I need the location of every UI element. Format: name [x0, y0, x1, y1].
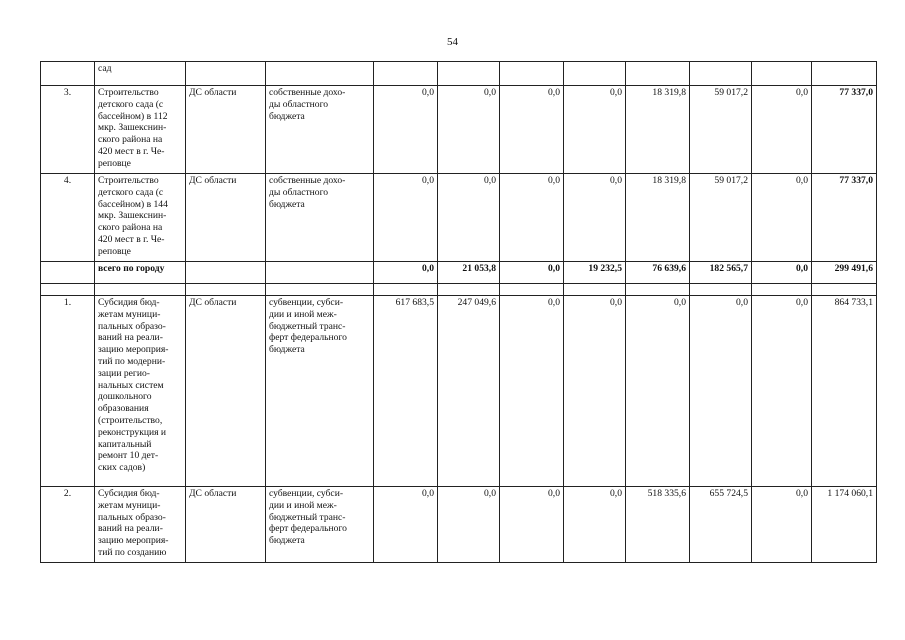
table-row	[41, 174, 877, 262]
name-cell: сад	[95, 62, 186, 86]
funding-type-cell: субвенции, субси- дии и иной меж- бюджетный транс- ферт федерального бюджета	[266, 296, 374, 487]
source-cell	[186, 284, 266, 296]
table-row	[41, 62, 877, 86]
funding-type-cell	[266, 262, 374, 284]
value-cell	[374, 62, 438, 86]
value-cell: 0,0	[374, 174, 438, 262]
value-cell	[564, 284, 626, 296]
row-number-cell	[41, 284, 95, 296]
value-cell: 21 053,8	[438, 262, 500, 284]
value-cell: 182 565,7	[690, 262, 752, 284]
name-cell: всего по городу	[95, 262, 186, 284]
budget-table	[40, 61, 877, 563]
value-cell: 76 639,6	[626, 262, 690, 284]
value-cell	[438, 62, 500, 86]
value-cell: 0,0	[438, 86, 500, 174]
value-cell: 0,0	[500, 174, 564, 262]
funding-type-cell: собственные дохо- ды областного бюджета	[266, 174, 374, 262]
value-cell	[564, 62, 626, 86]
row-number-cell: 2.	[41, 487, 95, 563]
value-cell: 864 733,1	[812, 296, 877, 487]
table-row	[41, 262, 877, 284]
value-cell: 1 174 060,1	[812, 487, 877, 563]
table-row	[41, 86, 877, 174]
value-cell: 0,0	[564, 174, 626, 262]
value-cell: 0,0	[626, 296, 690, 487]
value-cell	[690, 62, 752, 86]
value-cell: 0,0	[438, 174, 500, 262]
value-cell: 0,0	[374, 487, 438, 563]
name-cell	[95, 284, 186, 296]
value-cell	[812, 284, 877, 296]
value-cell: 0,0	[564, 86, 626, 174]
value-cell: 0,0	[564, 296, 626, 487]
name-cell: Субсидия бюд- жетам муници- пальных образо- ваний на реали- зацию мероприя- тий по созданию	[95, 487, 186, 563]
name-cell: Строительство детского сада (с бассейном) в 112 мкр. Зашекснин- ского района на 420 мест в г. Че- реповце	[95, 86, 186, 174]
source-cell: ДС области	[186, 487, 266, 563]
value-cell: 59 017,2	[690, 174, 752, 262]
value-cell	[752, 284, 812, 296]
value-cell: 0,0	[752, 262, 812, 284]
value-cell	[500, 284, 564, 296]
source-cell: ДС области	[186, 296, 266, 487]
value-cell	[438, 284, 500, 296]
value-cell: 19 232,5	[564, 262, 626, 284]
value-cell: 77 337,0	[812, 174, 877, 262]
value-cell: 0,0	[500, 296, 564, 487]
name-cell: Субсидия бюд- жетам муници- пальных образо- ваний на реали- зацию мероприя- тий по модерни- зации регио- нальных систем дошкольного образования (строительство, реконструкция и капитальный ремонт 10 дет- ских садов)	[95, 296, 186, 487]
value-cell: 0,0	[374, 86, 438, 174]
table-body	[41, 62, 877, 563]
funding-type-cell	[266, 62, 374, 86]
value-cell: 0,0	[690, 296, 752, 487]
table-row	[41, 284, 877, 296]
row-number-cell: 3.	[41, 86, 95, 174]
row-number-cell: 1.	[41, 296, 95, 487]
row-number-cell: 4.	[41, 174, 95, 262]
name-cell: Строительство детского сада (с бассейном) в 144 мкр. Зашекснин- ского района на 420 мест в г. Че- реповце	[95, 174, 186, 262]
value-cell: 0,0	[752, 86, 812, 174]
row-number-cell	[41, 62, 95, 86]
value-cell	[752, 62, 812, 86]
value-cell	[690, 284, 752, 296]
value-cell: 247 049,6	[438, 296, 500, 487]
value-cell: 0,0	[752, 487, 812, 563]
value-cell	[626, 284, 690, 296]
value-cell: 18 319,8	[626, 174, 690, 262]
value-cell: 617 683,5	[374, 296, 438, 487]
value-cell	[374, 284, 438, 296]
value-cell: 0,0	[752, 174, 812, 262]
value-cell: 0,0	[500, 86, 564, 174]
value-cell: 0,0	[374, 262, 438, 284]
value-cell	[812, 62, 877, 86]
value-cell: 518 335,6	[626, 487, 690, 563]
funding-type-cell	[266, 284, 374, 296]
table-row	[41, 487, 877, 563]
value-cell: 0,0	[752, 296, 812, 487]
value-cell: 0,0	[500, 487, 564, 563]
row-number-cell	[41, 262, 95, 284]
page-number: 54	[447, 36, 458, 48]
funding-type-cell: собственные дохо- ды областного бюджета	[266, 86, 374, 174]
value-cell: 655 724,5	[690, 487, 752, 563]
value-cell	[626, 62, 690, 86]
source-cell	[186, 62, 266, 86]
value-cell: 18 319,8	[626, 86, 690, 174]
value-cell	[500, 62, 564, 86]
source-cell	[186, 262, 266, 284]
source-cell: ДС области	[186, 86, 266, 174]
value-cell: 59 017,2	[690, 86, 752, 174]
funding-type-cell: субвенции, субси- дии и иной меж- бюджетный транс- ферт федерального бюджета	[266, 487, 374, 563]
value-cell: 0,0	[500, 262, 564, 284]
source-cell: ДС области	[186, 174, 266, 262]
value-cell: 0,0	[438, 487, 500, 563]
table-row	[41, 296, 877, 487]
value-cell: 299 491,6	[812, 262, 877, 284]
value-cell: 77 337,0	[812, 86, 877, 174]
value-cell: 0,0	[564, 487, 626, 563]
